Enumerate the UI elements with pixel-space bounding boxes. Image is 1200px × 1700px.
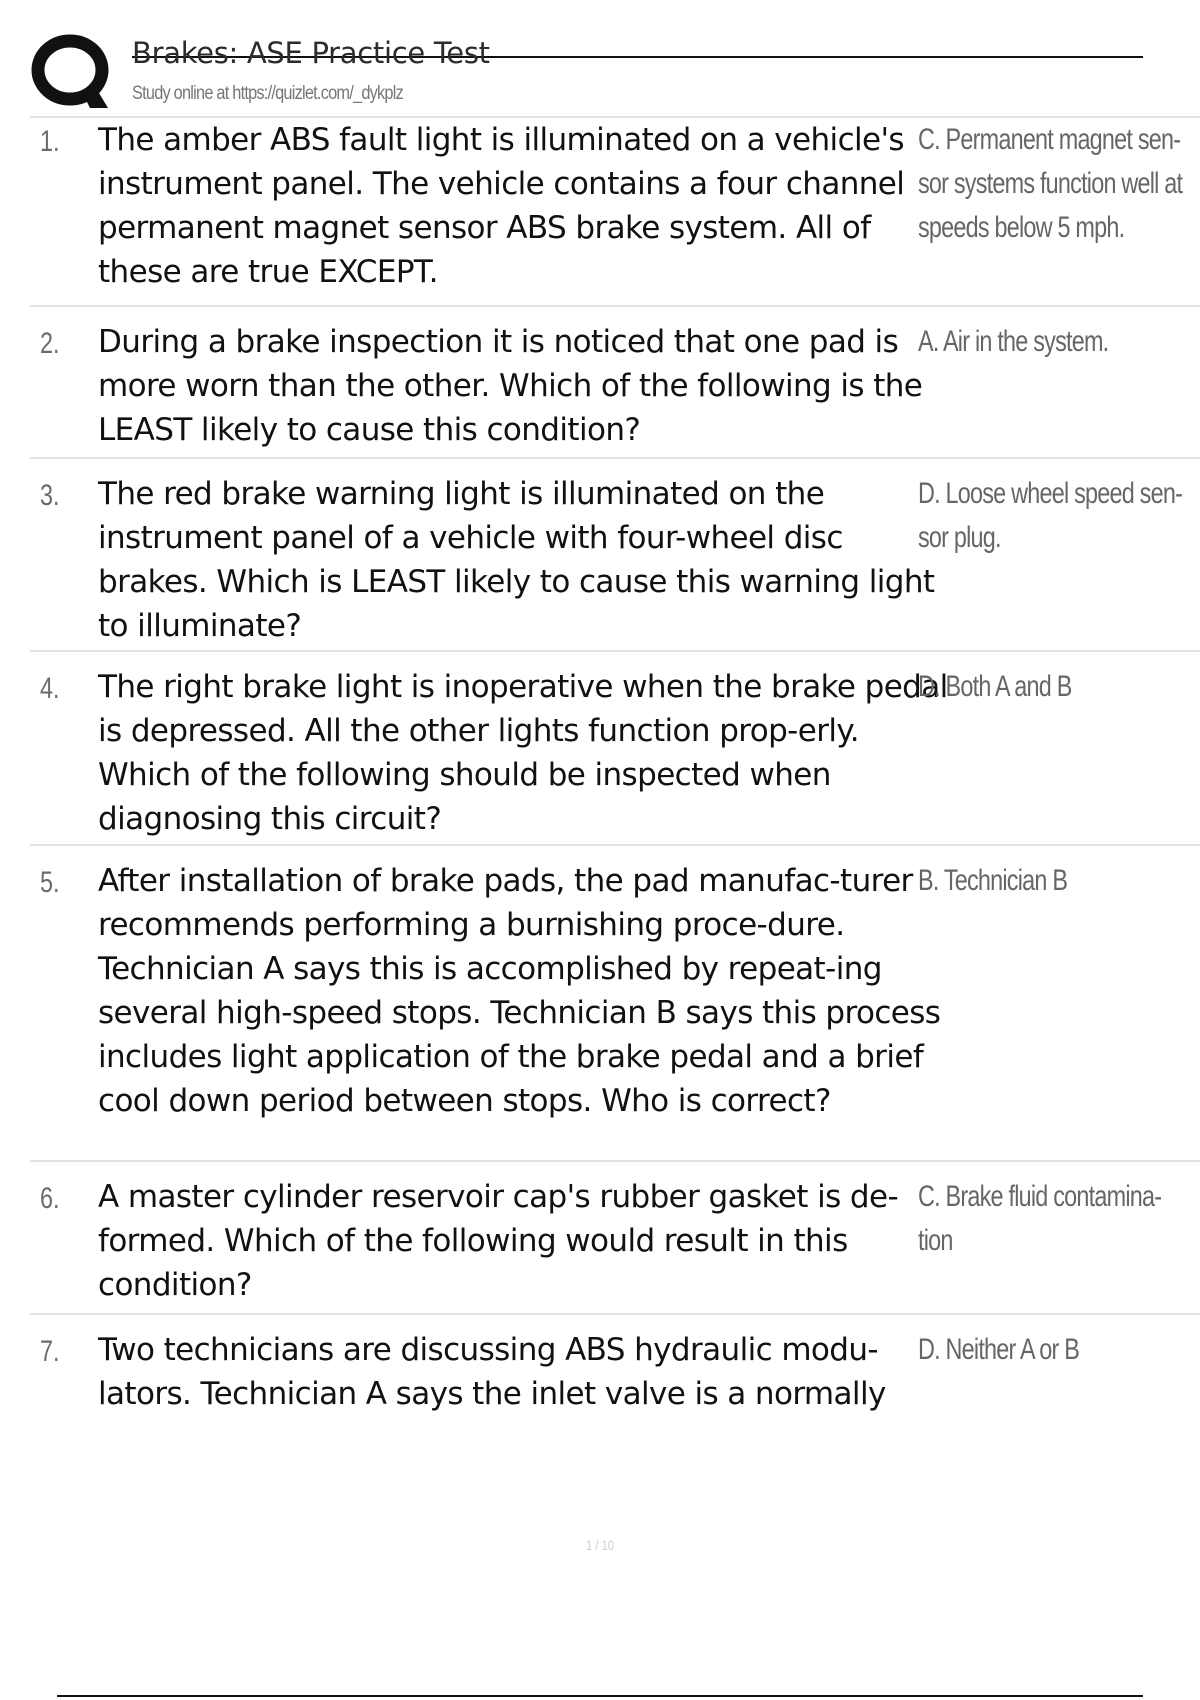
- question-text: A master cylinder reservoir cap's rubber gasket is de-formed. Which of the following would result in this condition?: [98, 1179, 899, 1303]
- question-text: The amber ABS fault light is illuminated on a vehicle's instrument panel. The vehicle contains a four channel permanent magnet sensor ABS brake system. All of these are true EXCEPT.: [98, 122, 905, 290]
- question-text: After installation of brake pads, the pad manufac-turer recommends performing a burnishing proce-dure. Technician A says this is accomplished by repeat-ing several high-speed stops. Technician B says this process includes light application of the brake pedal and a brief cool down period between stops. Who is correct?: [98, 863, 941, 1119]
- question-row-1: [30, 118, 1200, 307]
- footer-divider: [57, 1695, 1143, 1697]
- question-number: 7.: [40, 1335, 60, 1368]
- page-title: Brakes: ASE Practice Test: [132, 36, 490, 70]
- question-answer: D. Loose wheel speed sen-sor plug.: [918, 477, 1183, 554]
- question-row-4: [30, 652, 1200, 846]
- question-row-2: [30, 307, 1200, 459]
- study-online-link[interactable]: Study online at https://quizlet.com/_dykplz: [132, 83, 403, 104]
- page-number: 1 / 10: [585, 1537, 615, 1553]
- question-answer: C. Brake fluid contamina-tion: [918, 1180, 1162, 1257]
- question-answer: D. Neither A or B: [918, 1333, 1080, 1366]
- question-text: The red brake warning light is illuminated on the instrument panel of a vehicle with four-wheel disc brakes. Which is LEAST likely to cause this warning light to illuminate?: [98, 476, 935, 644]
- question-number: 4.: [40, 672, 60, 705]
- question-text: Two technicians are discussing ABS hydraulic modu-lators. Technician A says the inlet valve is a normally: [98, 1332, 886, 1412]
- question-row-6: [30, 1162, 1200, 1315]
- question-list: [30, 118, 1200, 1425]
- page-header: [0, 0, 1200, 118]
- question-text: The right brake light is inoperative when the brake pedal is depressed. All the other lights function prop-erly. Which of the following should be inspected when diagnosing this circuit?: [98, 669, 948, 837]
- question-number: 3.: [40, 479, 60, 512]
- question-row-5: [30, 846, 1200, 1162]
- question-answer: C. Permanent magnet sen-sor systems function well at speeds below 5 mph.: [918, 123, 1183, 244]
- question-number: 6.: [40, 1182, 60, 1215]
- question-answer: A. Air in the system.: [918, 325, 1109, 358]
- question-answer: B. Technician B: [918, 864, 1068, 897]
- quizlet-logo-icon: [30, 30, 114, 114]
- question-number: 1.: [40, 125, 60, 158]
- question-row-3: [30, 459, 1200, 652]
- question-number: 2.: [40, 327, 60, 360]
- question-text: During a brake inspection it is noticed that one pad is more worn than the other. Which of the following is the LEAST likely to cause this condition?: [98, 324, 923, 448]
- question-answer: D. Both A and B: [918, 670, 1072, 703]
- question-row-7: [30, 1315, 1200, 1425]
- question-number: 5.: [40, 866, 60, 899]
